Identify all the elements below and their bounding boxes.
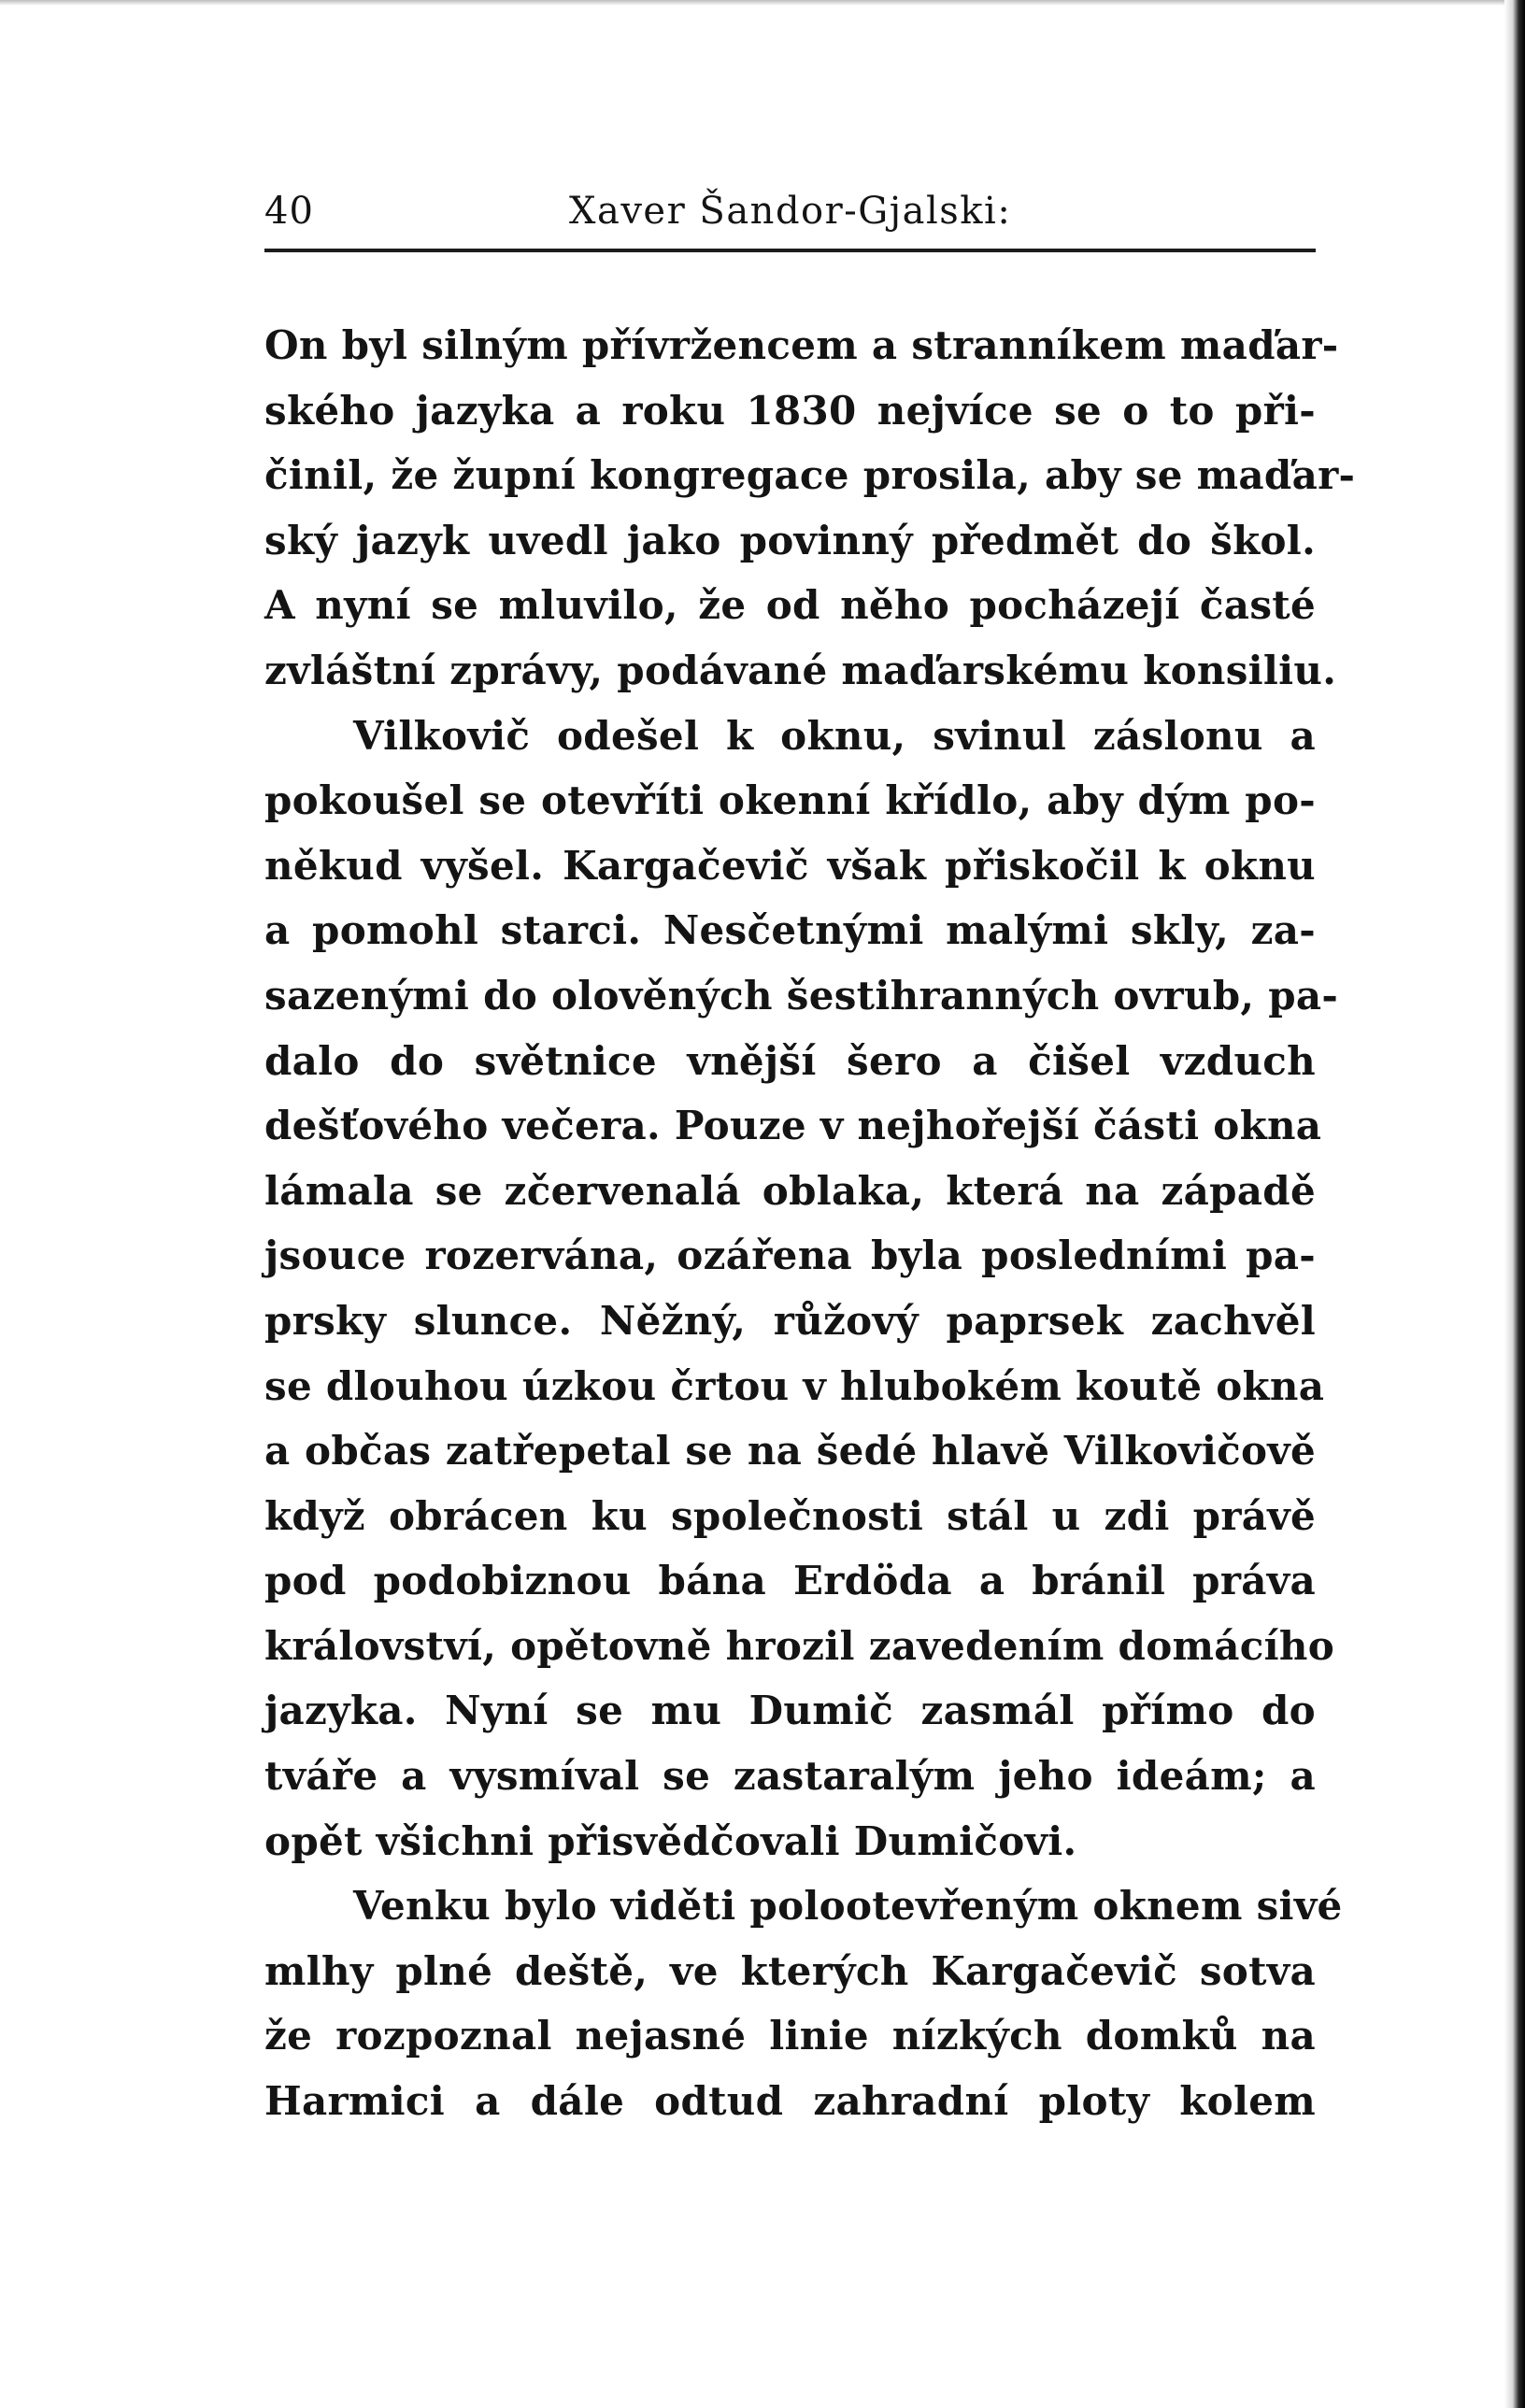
page-header [264, 183, 1316, 239]
text-line: a pomohl starci. Nesčetnými malými skly, za- [264, 907, 1316, 954]
text-line: pokoušel se otevříti okenní křídlo, aby dým po- [264, 777, 1316, 824]
text-line: a občas zatřepetal se na šedé hlavě Vilkovičově [264, 1428, 1316, 1475]
body-text [264, 313, 1356, 2134]
text-line: sazenými do olověných šestihranných ovrub, pa- [264, 972, 1339, 1019]
text-line: někud vyšel. Kargačevič však přiskočil k oknu [264, 842, 1316, 889]
text-line: mlhy plné deště, ve kterých Kargačevič sotva [264, 1947, 1316, 1994]
text-line: ského jazyka a roku 1830 nejvíce se o to při- [264, 387, 1316, 434]
text-line: opět všichni přisvědčovali Dumičovi. [264, 1817, 1077, 1864]
text-line: zvláštní zprávy, podávané maďarskému konsiliu. [264, 647, 1337, 693]
text-line: On byl silným přívržencem a stranníkem maďar- [264, 322, 1339, 368]
text-line: Venku bylo viděti polootevřeným oknem sivé [353, 1883, 1343, 1930]
header-rule [264, 249, 1316, 252]
text-line: ský jazyk uvedl jako povinný předmět do škol. [264, 517, 1316, 563]
text-line: Harmici a dále odtud zahradní ploty kolem [264, 2078, 1316, 2125]
text-line: A nyní se mluvilo, že od něho pocházejí časté [264, 582, 1316, 629]
text-line: Vilkovič odešel k oknu, svinul záslonu a [353, 712, 1316, 759]
text-line: když obrácen ku společnosti stál u zdi právě [264, 1492, 1316, 1539]
text-line: jazyka. Nyní se mu Dumič zasmál přímo do [264, 1688, 1316, 1734]
text-line: prsky slunce. Něžný, růžový paprsek zachvěl [264, 1297, 1316, 1344]
text-line: dešťového večera. Pouze v nejhořejší části okna [264, 1103, 1322, 1149]
text-line: jsouce rozervána, ozářena byla posledními pa- [264, 1232, 1316, 1279]
text-line: činil, že župní kongregace prosila, aby se maďar- [264, 452, 1356, 499]
running-title: Xaver Šandor-Gjalski: [569, 190, 1012, 233]
page-number: 40 [264, 190, 314, 233]
text-line: dalo do světnice vnější šero a čišel vzduch [264, 1037, 1316, 1084]
scan-top-edge [0, 0, 1525, 6]
text-line: království, opětovně hrozil zavedením domácího [264, 1622, 1335, 1669]
text-line: že rozpoznal nejasné linie nízkých domků na [264, 2013, 1316, 2059]
text-line: tváře a vysmíval se zastaralým jeho ideám; a [264, 1753, 1316, 1800]
text-line: se dlouhou úzkou črtou v hlubokém koutě okna [264, 1362, 1325, 1409]
scan-binding-edge [1504, 0, 1525, 2408]
text-line: lámala se zčervenalá oblaka, která na západě [264, 1167, 1316, 1214]
text-line: pod podobiznou bána Erdöda a bránil práva [264, 1558, 1316, 1604]
